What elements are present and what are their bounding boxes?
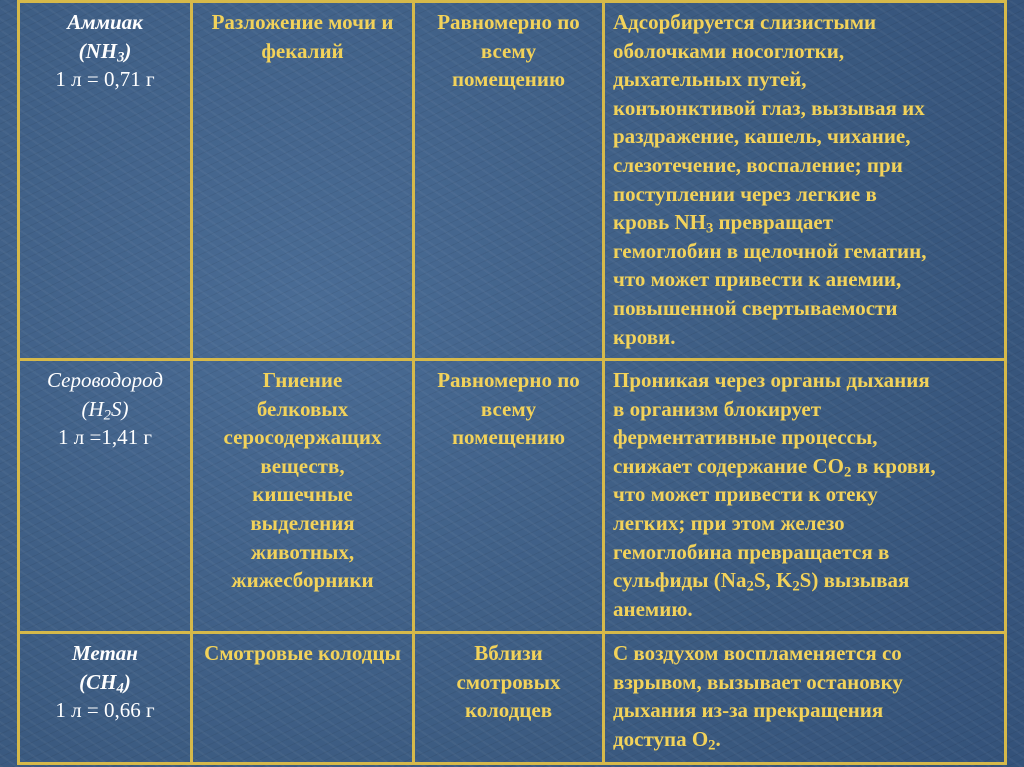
gas-table — [17, 0, 1007, 765]
source-cell: Разложение мочи и фекалий — [192, 2, 414, 360]
gas-name: Сероводород — [46, 368, 163, 392]
gas-density: 1 л = 0,66 г — [55, 698, 155, 723]
gas-name: Метан — [72, 641, 138, 665]
gas-formula: $(CH_4)$ — [79, 669, 131, 697]
source-cell: Смотровые колодцы — [192, 633, 414, 764]
table-row-methane — [19, 633, 1006, 764]
gas-density: 1 л = 0,71 г — [55, 67, 155, 92]
effect-cell: Проникая через органы дыхания в организм блокирует ферментативные процессы, снижает содержание $СО_2$ в крови, что может привести к отеку легких; при этом железо гемоглобина превращается в сульфиды ($Na_2S$, $K_2S$) вызывая анемию. — [604, 360, 1006, 633]
table-row-ammonia — [19, 2, 1006, 360]
gas-cell-methane — [19, 633, 192, 764]
gas-density: 1 л =1,41 г — [58, 425, 152, 450]
location-cell: Вблизи смотровых колодцев — [414, 633, 604, 764]
gas-formula: $(NH_3)$ — [78, 38, 132, 66]
location-cell: Равномерно по всему помещению — [414, 360, 604, 633]
gas-cell-hydrogen-sulfide — [19, 360, 192, 633]
location-cell: Равномерно по всему помещению — [414, 2, 604, 360]
effect-cell: Адсорбируется слизистыми оболочками носоглотки, дыхательных путей, конъюнктивой глаз, вызывая их раздражение, кашель, чихание, слезотечение, воспаление; при поступлении через легкие в кровь $NH_3$ превращает гемоглобин в щелочной гематин, что может привести к анемии, повышенной свертываемости крови. — [604, 2, 1006, 360]
table-row-hydrogen-sulfide — [19, 360, 1006, 633]
gas-formula: $(H_2S)$ — [81, 396, 129, 424]
effect-cell: С воздухом воспламеняется со взрывом, вызывает остановку дыхания из-за прекращения доступа $О_2$. — [604, 633, 1006, 764]
gas-name: Аммиак — [67, 10, 143, 34]
source-cell: Гниение белковых серосодержащих веществ, кишечные выделения животных, жижесборники — [192, 360, 414, 633]
gas-cell-ammonia — [19, 2, 192, 360]
